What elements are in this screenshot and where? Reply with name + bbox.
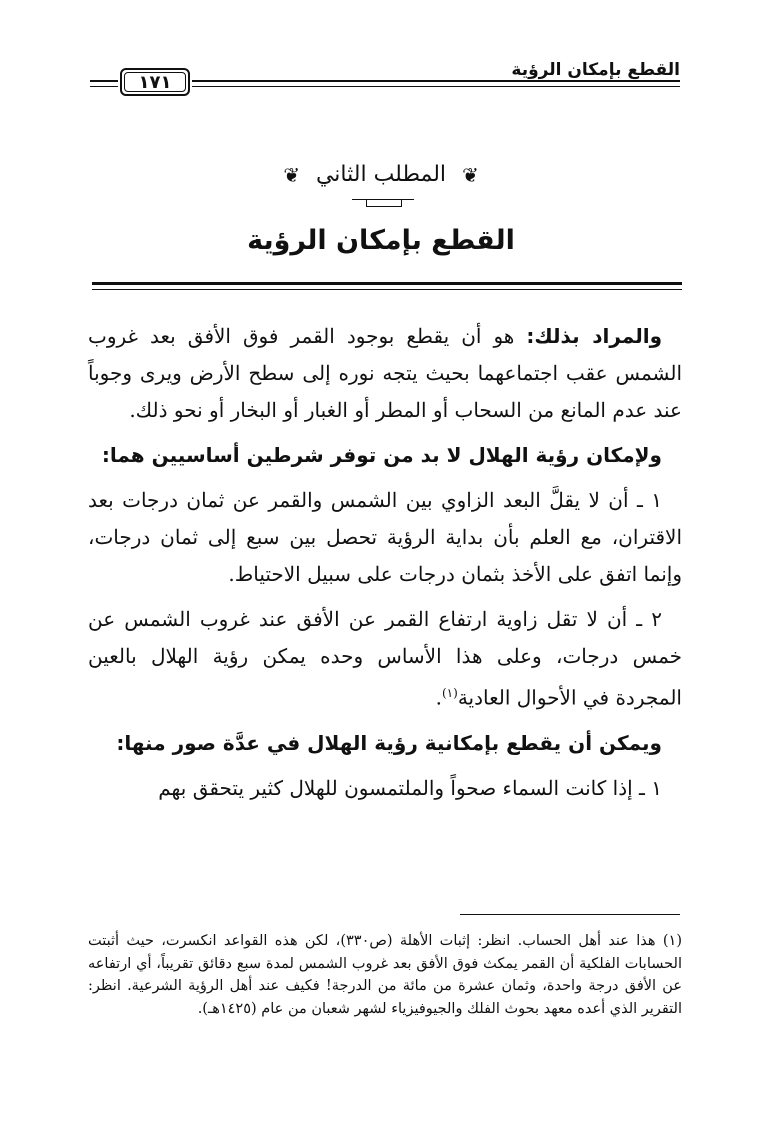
condition-1: ١ ـ أن لا يقلَّ البعد الزاوي بين الشمس والقمر عن ثمان درجات بعد الاقتران، مع العلم بأن بداية الرؤية تحصل بين سبع إلى ثمان درجات، وإنما اتفق على الأخذ بثمان درجات على سبيل الاحتياط. — [88, 488, 682, 586]
footnote-text: هذا عند أهل الحساب. انظر: إثبات الأهلة (ص٣٣٠)، لكن هذه القواعد انكسرت، حيث أثبتت الحسابات الفلكية أن القمر يمكث فوق الأفق بعد غروب الشمس لمدة سبع دقائق تقريباً، أي ارتفاعه عن الأفق درجة واحدة، وثمان عشرة من مائة من الدرجة! فكيف عند أهل الرؤية الشرعية. انظر: التقرير الذي أعده معهد بحوث الفلك والجيوفيزياء لشهر شعبان من عام (١٤٢٥هـ). — [88, 933, 682, 1017]
running-header-title: القطع بإمكان الرؤية — [511, 60, 680, 80]
condition-2-text: ٢ ـ أن لا تقل زاوية ارتفاع القمر عن الأفق عند غروب الشمس عن خمس درجات، وعلى هذا الأساس وحده يمكن رؤية الهلال بالعين المجردة في الأحوال العادية — [88, 607, 682, 710]
case-1: ١ ـ إذا كانت السماء صحواً والملتمسون للهلال كثير يتحقق بهم — [158, 775, 662, 800]
label-underline-box — [366, 199, 402, 207]
footnote — [88, 930, 682, 1020]
definition-lead: والمراد بذلك: — [526, 324, 663, 348]
definition-text: هو أن يقطع بوجود القمر فوق الأفق بعد غروب الشمس عقب اجتماعهما بحيث يتجه نوره إلى سطح الأرض ويرى وجوباً عند عدم المانع من السحاب أو المطر أو الغبار أو البخار أو نحو ذلك. — [88, 324, 682, 422]
title-rule-thick — [92, 282, 682, 285]
paragraph-definition — [88, 318, 682, 429]
footnote-ref[interactable]: (١) — [441, 686, 458, 700]
cases-heading: ويمكن أن يقطع بإمكانية رؤية الهلال في عدَّة صور منها: — [116, 730, 662, 755]
condition-2-end: . — [435, 685, 442, 710]
footnote-rule — [460, 914, 680, 915]
section-label — [0, 162, 762, 187]
body-text — [88, 318, 682, 815]
ornament-left-icon: ❦ — [283, 163, 300, 187]
condition-2 — [88, 601, 682, 717]
ornament-right-icon: ❦ — [462, 163, 479, 187]
section-title: القطع بإمكان الرؤية — [247, 225, 515, 256]
header-rule-left-thin — [90, 86, 118, 87]
conditions-heading: ولإمكان رؤية الهلال لا بد من توفر شرطين أساسيين هما: — [101, 443, 662, 467]
page-number: ١٧١ — [120, 68, 190, 96]
title-rule-thin — [92, 289, 682, 290]
header-rule-right-thin — [192, 86, 680, 87]
section-label-text: المطلب الثاني — [315, 162, 447, 187]
footnote-marker: (١) — [662, 933, 683, 949]
header-rule-right — [192, 80, 680, 82]
header-rule-left — [90, 80, 118, 82]
